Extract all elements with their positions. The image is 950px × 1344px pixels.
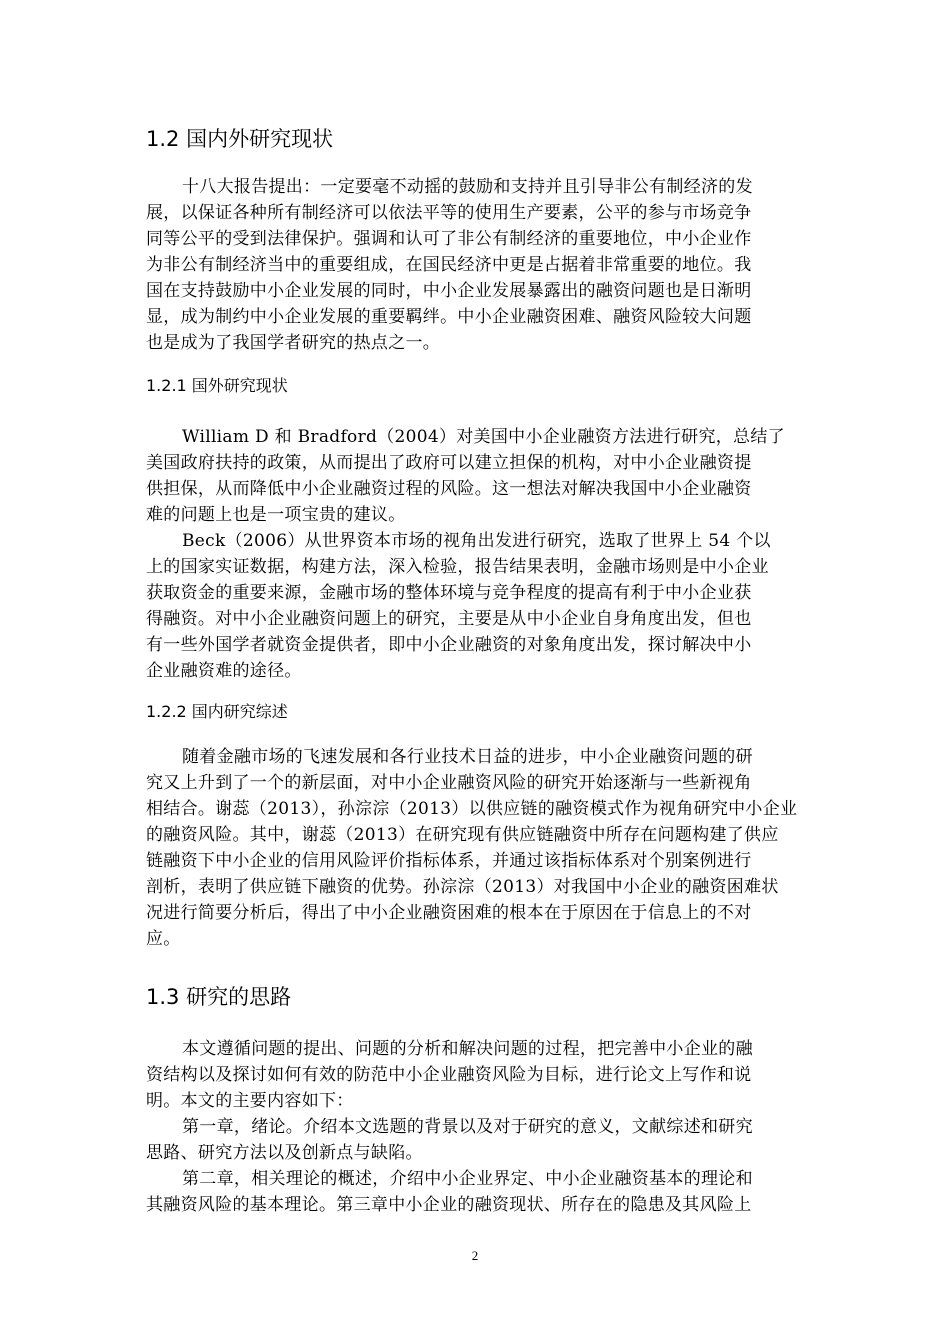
paragraph-line: 国在支持鼓励中小企业发展的同时，中小企业发展暴露出的融资问题也是日渐明 (146, 281, 752, 301)
paragraph-line: 得融资。对中小企业融资问题上的研究，主要是从中小企业自身角度出发，但也 (146, 609, 752, 629)
paragraph-line: 上的国家实证数据，构建方法，深入检验，报告结果表明，金融市场则是中小企业 (146, 557, 769, 577)
paragraph-line: 美国政府扶持的政策，从而提出了政府可以建立担保的机构，对中小企业融资提 (146, 453, 752, 473)
paragraph-line: 应。 (146, 929, 181, 949)
paragraph-line: 第二章，相关理论的概述，介绍中小企业界定、中小企业融资基本的理论和 (182, 1169, 753, 1189)
paragraph-line: 也是成为了我国学者研究的热点之一。 (146, 333, 441, 353)
paragraph-line: 链融资下中小企业的信用风险评价指标体系，并通过该指标体系对个别案例进行 (146, 851, 752, 871)
section-heading-1-2-2: 1.2.2 国内研究综述 (146, 702, 288, 721)
paragraph-line: 有一些外国学者就资金提供者，即中小企业融资的对象角度出发，探讨解决中小 (146, 635, 752, 655)
paragraph-line: 获取资金的重要来源，金融市场的整体环境与竞争程度的提高有利于中小企业获 (146, 583, 752, 603)
paragraph-line: 况进行简要分析后，得出了中小企业融资困难的根本在于原因在于信息上的不对 (146, 903, 752, 923)
paragraph-line: 为非公有制经济当中的重要组成，在国民经济中更是占据着非常重要的地位。我 (146, 255, 752, 275)
paragraph-line: 其融资风险的基本理论。第三章中小企业的融资现状、所存在的隐患及其风险上 (146, 1195, 752, 1215)
paragraph-line: 究又上升到了一个的新层面，对中小企业融资风险的研究开始逐渐与一些新视角 (146, 773, 752, 793)
paragraph-line: 第一章，绪论。介绍本文选题的背景以及对于研究的意义，文献综述和研究 (182, 1117, 753, 1137)
paragraph-line: 相结合。谢蕊（2013），孙淙淙（2013）以供应链的融资模式作为视角研究中小企业 (146, 799, 798, 819)
page-number: 2 (471, 1248, 479, 1263)
paragraph-line: 思路、研究方法以及创新点与缺陷。 (146, 1143, 423, 1163)
paragraph-line: William D 和 Bradford（2004）对美国中小企业融资方法进行研究，总结了 (182, 427, 785, 447)
paragraph-line: 的融资风险。其中，谢蕊（2013）在研究现有供应链融资中所存在问题构建了供应 (146, 825, 779, 845)
paragraph-line: 供担保，从而降低中小企业融资过程的风险。这一想法对解决我国中小企业融资 (146, 479, 752, 499)
paragraph-line: 资结构以及探讨如何有效的防范中小企业融资风险为目标，进行论文上写作和说 (146, 1065, 752, 1085)
section-heading-1-3: 1.3 研究的思路 (146, 985, 292, 1009)
paragraph-line: 十八大报告提出：一定要毫不动摇的鼓励和支持并且引导非公有制经济的发 (182, 177, 753, 197)
paragraph-line: 明。本文的主要内容如下： (146, 1091, 354, 1111)
paragraph-line: 显，成为制约中小企业发展的重要羁绊。中小企业融资困难、融资风险较大问题 (146, 307, 752, 327)
paragraph-line: 难的问题上也是一项宝贵的建议。 (146, 505, 406, 525)
paragraph-line: 剖析，表明了供应链下融资的优势。孙淙淙（2013）对我国中小企业的融资困难状 (146, 877, 779, 897)
paragraph-line: 本文遵循问题的提出、问题的分析和解决问题的过程，把完善中小企业的融 (182, 1039, 753, 1059)
paragraph-line: Beck（2006）从世界资本市场的视角出发进行研究，选取了世界上 54 个以 (182, 531, 771, 551)
paragraph-line: 随着金融市场的飞速发展和各行业技术日益的进步，中小企业融资问题的研 (182, 747, 753, 767)
paragraph-line: 同等公平的受到法律保护。强调和认可了非公有制经济的重要地位，中小企业作 (146, 229, 752, 249)
section-heading-1-2-1: 1.2.1 国外研究现状 (146, 376, 288, 395)
paragraph-line: 展，以保证各种所有制经济可以依法平等的使用生产要素，公平的参与市场竞争 (146, 203, 752, 223)
paragraph-line: 企业融资难的途径。 (146, 661, 302, 681)
section-heading-1-2: 1.2 国内外研究现状 (146, 127, 334, 151)
